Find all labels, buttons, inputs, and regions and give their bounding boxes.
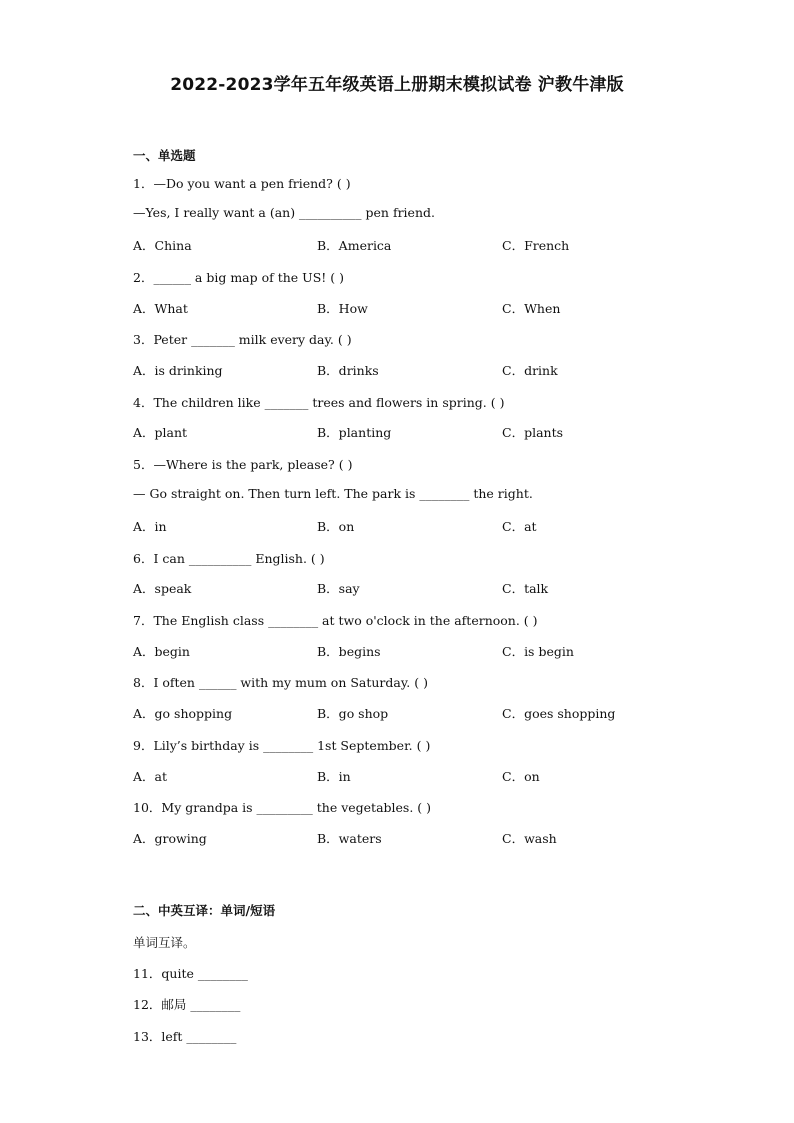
question-5-option-b: B．on bbox=[317, 519, 355, 534]
section-heading-1: 一、单选题 bbox=[133, 148, 196, 163]
question-3-option-a: A．is drinking bbox=[133, 363, 223, 378]
question-7: 7．The English class ________ at two o'clock in the afternoon. ( ) bbox=[133, 613, 538, 628]
question-1-option-c: C．French bbox=[502, 238, 570, 253]
question-5-sub: — Go straight on. Then turn left. The park is ________ the right. bbox=[133, 486, 533, 501]
question-2-option-c: C．When bbox=[502, 301, 561, 316]
question-6-option-a: A．speak bbox=[133, 581, 192, 596]
question-8-option-c: C．goes shopping bbox=[502, 706, 616, 721]
question-1-option-a: A．China bbox=[133, 238, 192, 253]
question-1: 1．—Do you want a pen friend? ( ) bbox=[133, 176, 351, 191]
question-3: 3．Peter _______ milk every day. ( ) bbox=[133, 332, 352, 347]
question-1-option-b: B．America bbox=[317, 238, 392, 253]
question-4: 4．The children like _______ trees and flowers in spring. ( ) bbox=[133, 395, 505, 410]
section-2-intro: 单词互译。 bbox=[133, 935, 196, 950]
question-3-option-b: B．drinks bbox=[317, 363, 379, 378]
question-10-option-c: C．wash bbox=[502, 831, 557, 846]
question-4-option-c: C．plants bbox=[502, 425, 564, 440]
question-13: 13．left ________ bbox=[133, 1029, 237, 1044]
question-11: 11．quite ________ bbox=[133, 966, 248, 981]
question-9: 9．Lily’s birthday is ________ 1st September. ( ) bbox=[133, 738, 431, 753]
question-1-sub: —Yes, I really want a (an) __________ pen friend. bbox=[133, 205, 435, 220]
question-10: 10．My grandpa is _________ the vegetables. ( ) bbox=[133, 800, 432, 815]
question-9-option-c: C．on bbox=[502, 769, 540, 784]
question-10-option-b: B．waters bbox=[317, 831, 382, 846]
question-6: 6．I can __________ English. ( ) bbox=[133, 551, 325, 566]
question-9-option-b: B．in bbox=[317, 769, 351, 784]
question-9-option-a: A．at bbox=[133, 769, 168, 784]
question-4-option-b: B．planting bbox=[317, 425, 392, 440]
question-2: 2．______ a big map of the US! ( ) bbox=[133, 270, 344, 285]
question-12: 12．邮局 ________ bbox=[133, 997, 241, 1012]
question-5-option-a: A．in bbox=[133, 519, 167, 534]
section-heading-2: 二、中英互译：单词/短语 bbox=[133, 903, 276, 918]
question-6-option-c: C．talk bbox=[502, 581, 549, 596]
question-10-option-a: A．growing bbox=[133, 831, 207, 846]
question-8: 8．I often ______ with my mum on Saturday. ( ) bbox=[133, 675, 428, 690]
question-3-option-c: C．drink bbox=[502, 363, 558, 378]
question-2-option-a: A．What bbox=[133, 301, 188, 316]
question-5: 5．—Where is the park, please? ( ) bbox=[133, 457, 353, 472]
question-8-option-a: A．go shopping bbox=[133, 706, 233, 721]
question-7-option-a: A．begin bbox=[133, 644, 190, 659]
question-6-option-b: B．say bbox=[317, 581, 360, 596]
question-7-option-b: B．begins bbox=[317, 644, 381, 659]
question-5-option-c: C．at bbox=[502, 519, 537, 534]
page-title: 2022-2023学年五年级英语上册期末模拟试卷 沪教牛津版 bbox=[170, 75, 624, 95]
question-7-option-c: C．is begin bbox=[502, 644, 574, 659]
question-2-option-b: B．How bbox=[317, 301, 368, 316]
question-8-option-b: B．go shop bbox=[317, 706, 389, 721]
question-4-option-a: A．plant bbox=[133, 425, 188, 440]
